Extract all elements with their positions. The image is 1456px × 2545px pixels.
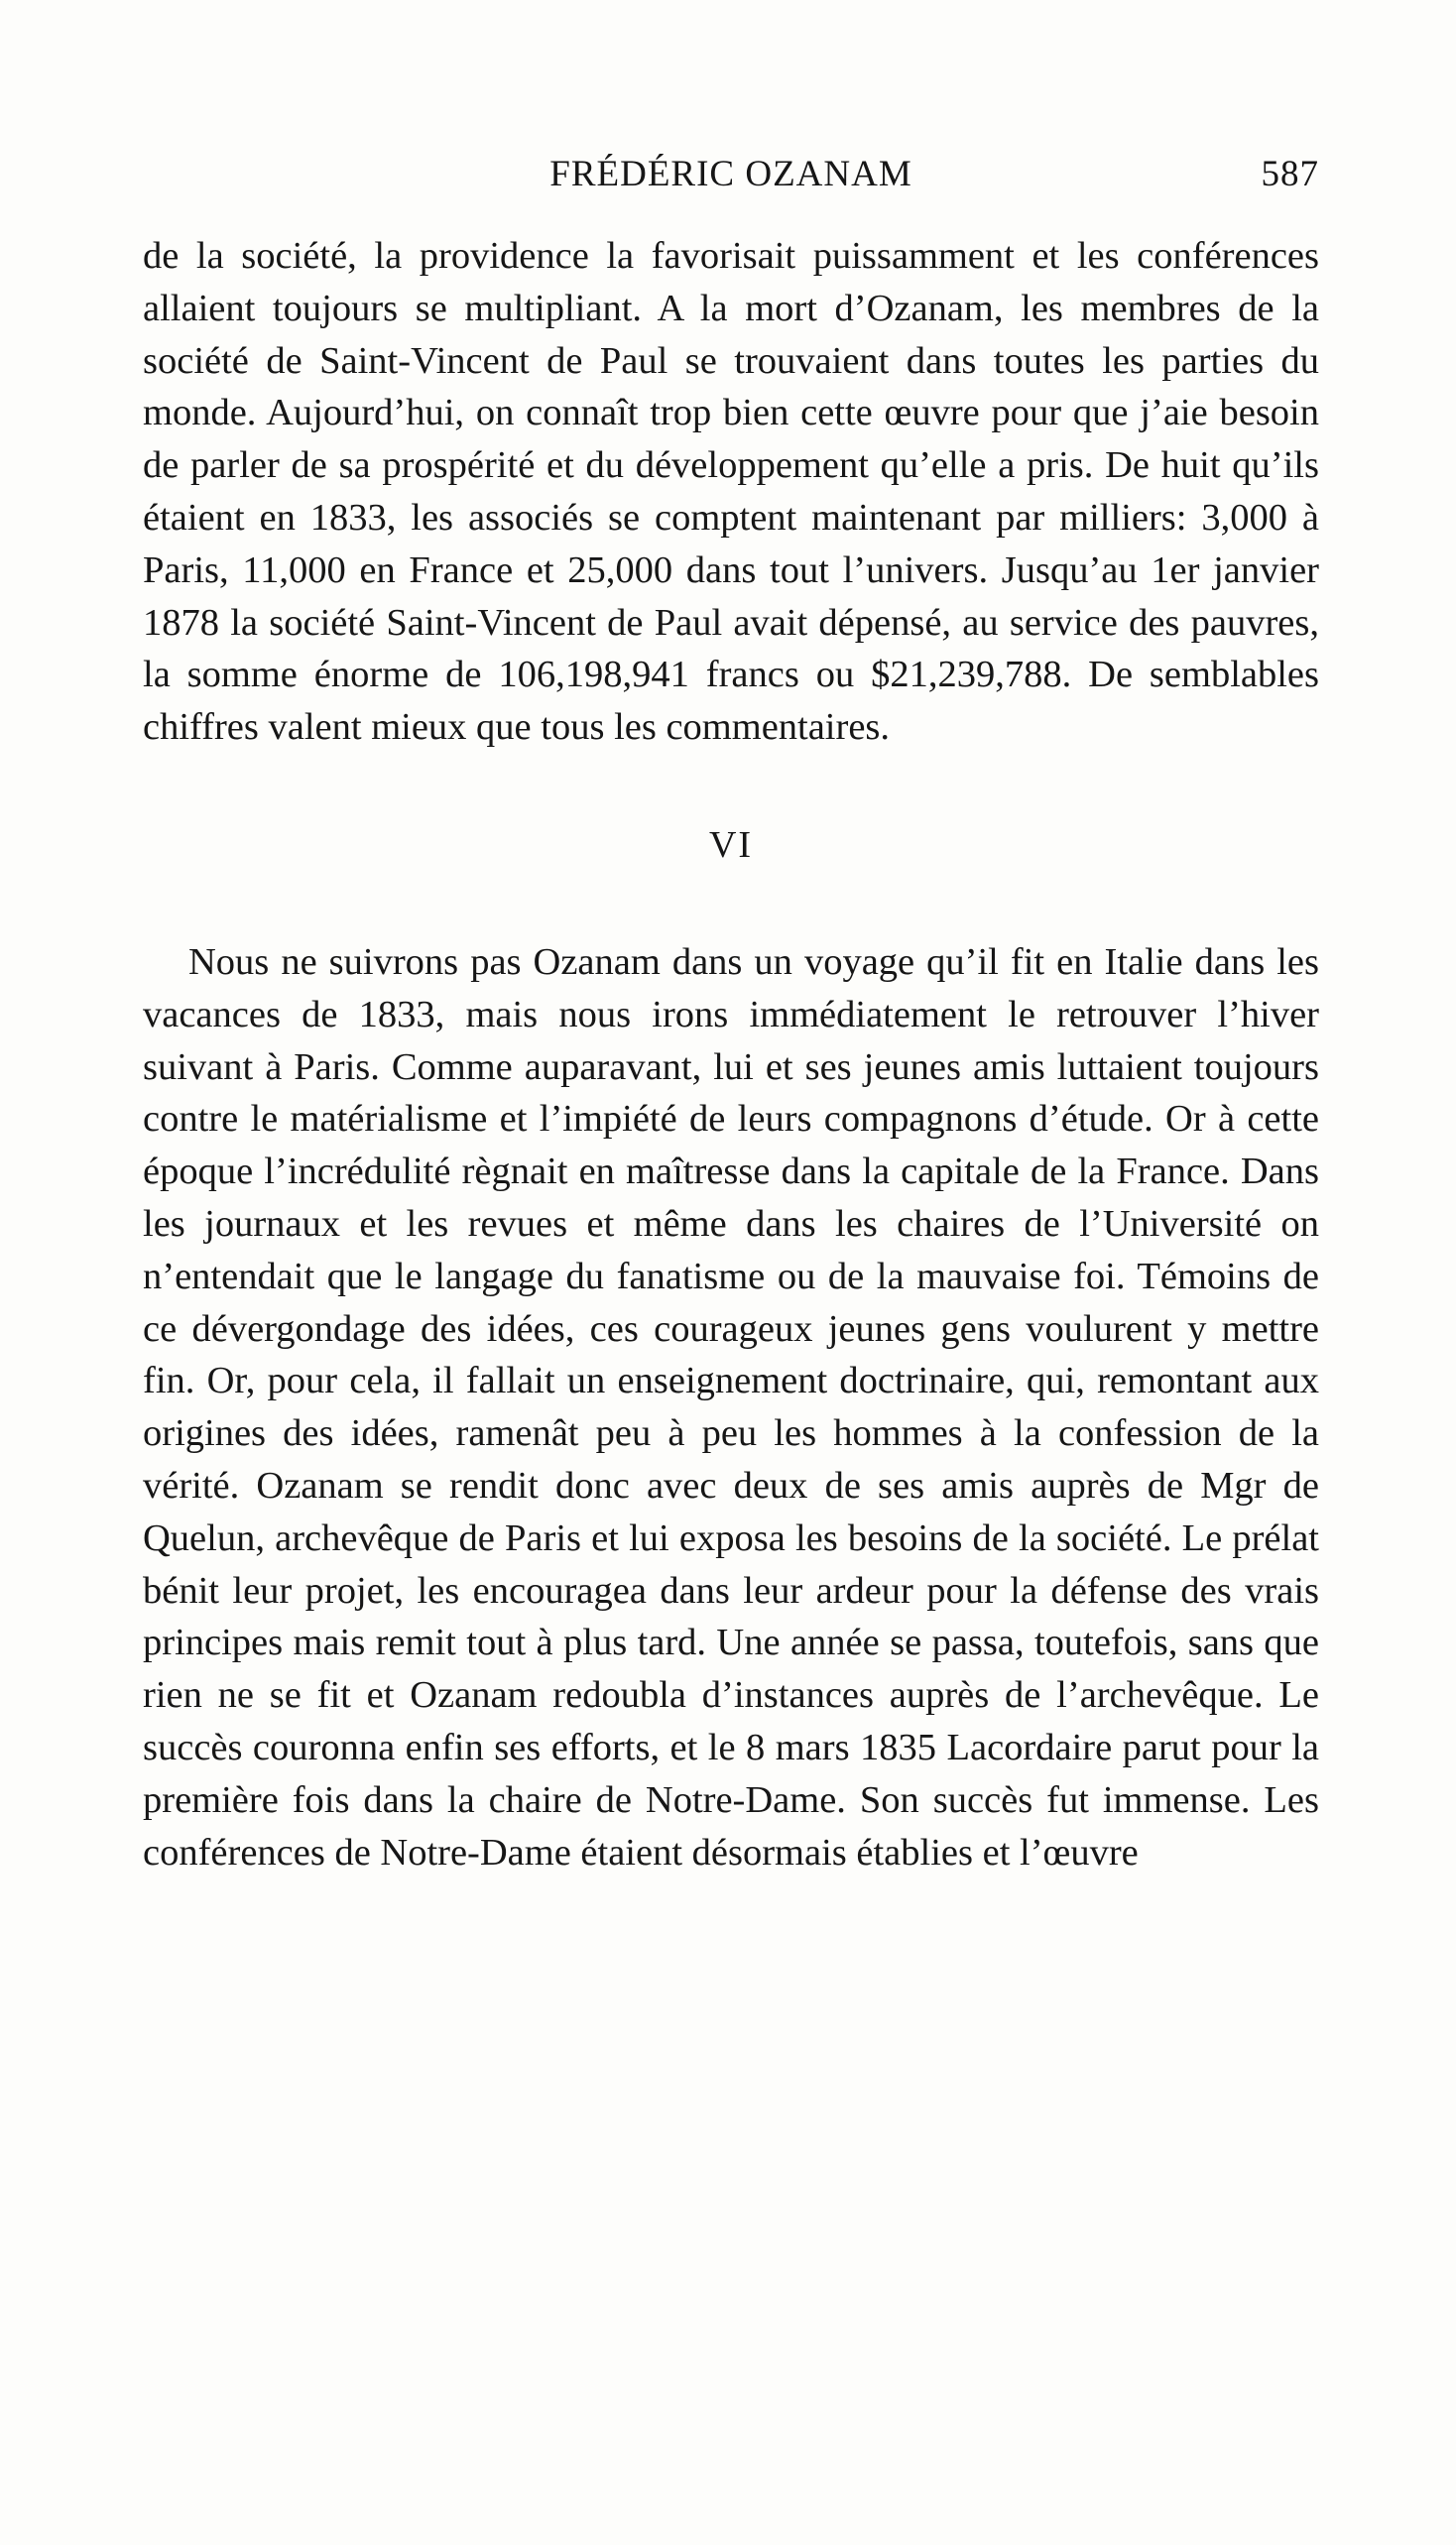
paragraph-section-start: Nous ne suivrons pas Ozanam dans un voyage qu’il fit en Italie dans les vacances de 1833, mais nous irons immédiatement le retrouver l’hiver suivant à Paris. Comme auparavant, lui et ses jeunes amis luttaient toujours contre le matérialisme et l’impiété de leurs compagnons d’étude. Or à cette époque l’incrédulité règnait en maîtresse dans la capitale de la France. Dans les journaux et les revues et même dans les chaires de l’Université on n’entendait que le langage du fanatisme ou de la mauvaise foi. Témoins de ce dévergondage des idées, ces courageux jeunes gens voulurent y mettre fin. Or, pour cela, il fallait un enseignement doctrinaire, qui, remontant aux origines des idées, ramenât peu à peu les hommes à la confession de la vérité. Ozanam se rendit donc avec deux de ses amis auprès de Mgr de Quelun, archevêque de Paris et lui exposa les besoins de la société. Le prélat bénit leur projet, les encouragea dans leur ardeur pour la défense des vrais principes mais remit tout à plus tard. Une année se passa, toutefois, sans que rien ne se fit et Ozanam redoubla d’instances auprès de l’archevêque. Le succès couronna enfin ses efforts, et le 8 mars 1835 Lacordaire parut pour la première fois dans la chaire de Notre-Dame. Son succès fut immense. Les conférences de Notre-Dame étaient désormais établies et l’œuvre	[143, 940, 1319, 1874]
page-number: 587	[1261, 154, 1319, 194]
book-page	[143, 149, 1319, 1878]
section-number: VI	[708, 823, 754, 866]
running-head	[143, 149, 1319, 210]
running-title: FRÉDÉRIC OZANAM	[549, 154, 912, 194]
paragraph-continued: de la société, la providence la favorisait puissamment et les conférences allaient toujours se multipliant. A la mort d’Ozanam, les membres de la société de Saint-Vincent de Paul se trouvaient dans toutes les parties du monde. Aujourd’hui, on connaît trop bien cette œuvre pour que j’aie besoin de parler de sa prospérité et du développement qu’elle a pris. De huit qu’ils étaient en 1833, les associés se comptent maintenant par milliers: 3,000 à Paris, 11,000 en France et 25,000 dans tout l’univers. Jusqu’au 1er janvier 1878 la société Saint-Vincent de Paul avait dépensé, au service des pauvres, la somme énorme de 106,198,941 francs ou $21,239,788. De semblables chiffres valent mieux que tous les commentaires.	[143, 235, 1319, 749]
